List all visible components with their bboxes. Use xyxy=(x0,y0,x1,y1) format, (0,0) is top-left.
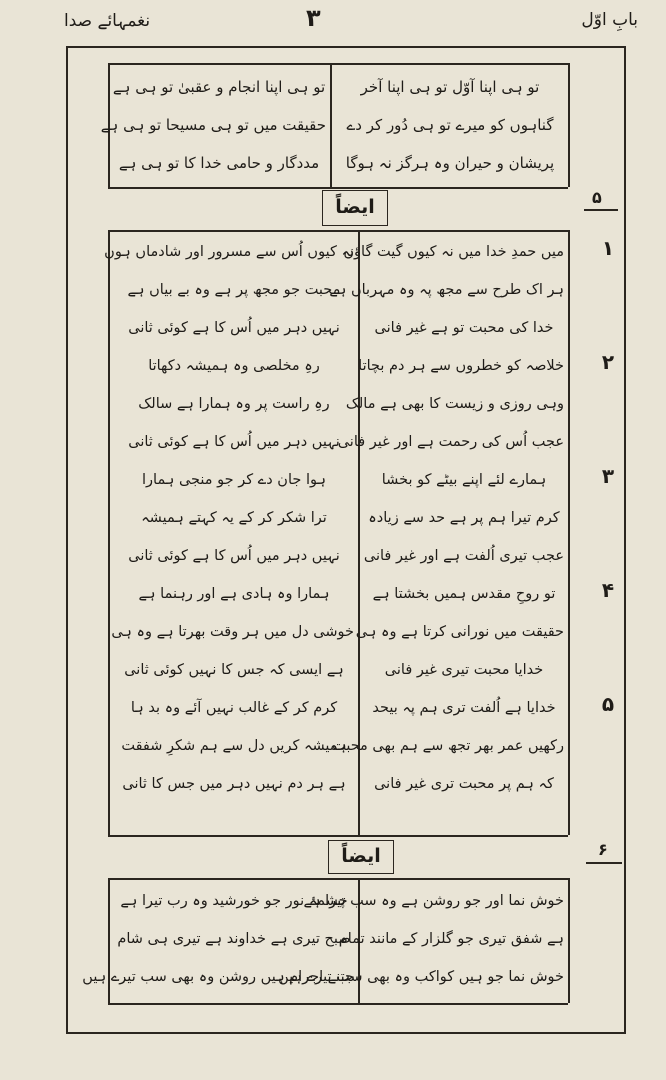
verse-line: گناہوں کو میرے تو ہی دُور کر دے xyxy=(346,116,554,134)
verse-line: خوش نما اور جو روشن ہے وہ سب تیرا ہے xyxy=(303,893,564,909)
verse-line: نہ کیوں اُس سے مسرور اور شادماں ہوں xyxy=(104,244,354,260)
stanza-number-3: ۳ xyxy=(601,464,615,488)
rule-head1-bottom xyxy=(108,230,568,232)
verse-line: خدایا محبت تیری غیر فانی xyxy=(384,662,544,678)
rule-head2-bottom xyxy=(108,878,568,880)
verse-line: خدایا ہے اُلفت تری ہم پہ بیحد xyxy=(372,700,556,716)
stanza-number-2: ۲ xyxy=(601,350,615,374)
sec3-right-column xyxy=(278,882,564,996)
rule-sec2-left xyxy=(108,230,110,835)
margin-underline-1 xyxy=(584,209,618,211)
verse-line: ہے شفق تیری جو گلزار کے مانند تمام xyxy=(338,931,564,947)
rule-sec2-bottom xyxy=(108,835,568,837)
verse-line: ترا شکر کر کے یہ کہتے ہمیشہ xyxy=(141,510,327,526)
verse-line: ہمارا وہ ہادی ہے اور رہنما ہے xyxy=(138,586,330,602)
verse-line: چشمۂ نور جو خورشید وہ رب تیرا ہے xyxy=(120,893,348,909)
verse-line: وہی روزی و زیست کا بھی ہے مالک xyxy=(345,396,564,412)
verse-line: صبح تیری ہے خداوند ہے تیری ہی شام xyxy=(117,931,351,947)
verse-line: خلاصہ کو خطروں سے ہر دم بچاتا xyxy=(358,358,564,374)
verse-line: تو ہی اپنا انجام و عقبیٰ تو ہی ہے xyxy=(112,78,326,96)
verse-line: خوشی دل میں ہر وقت بھرتا ہے وہ ہی xyxy=(111,624,354,640)
chapter-title: بابِ اوّل xyxy=(581,10,638,30)
stanza-number-5: ۵ xyxy=(601,692,615,716)
verse-line: رہِ راست پر وہ ہمارا ہے سالک xyxy=(138,396,330,412)
stanza-number-4: ۴ xyxy=(601,578,615,602)
verse-line: تو ہی اپنا آوّل تو ہی اپنا آخر xyxy=(360,78,540,96)
verse-line: ہے ایسی کہ جس کا نہیں کوئی ثانی xyxy=(124,662,344,678)
section-heading-2: ایضاً xyxy=(341,845,381,867)
rule-sec1-bottom xyxy=(108,187,568,189)
margin-mark-2: ۶ xyxy=(598,840,608,859)
verse-line: رہِ مخلصی وہ ہمیشہ دکھاتا xyxy=(148,358,320,374)
verse-line: تو روحِ مقدس ہمیں بخشتا ہے xyxy=(372,586,556,602)
verse-line: خدا کی محبت تو ہے غیر فانی xyxy=(374,320,554,336)
stanza-number-1: ۱ xyxy=(601,236,615,260)
sec2-right-column xyxy=(329,233,564,803)
verse-line: محبت جو مجھ پر ہے وہ بے بیاں ہے xyxy=(127,282,341,298)
verse-line: کہ ہم پر محبت تری غیر فانی xyxy=(374,776,554,792)
verse-line: نہیں دہر میں اُس کا ہے کوئی ثانی xyxy=(128,434,340,450)
section-heading-1: ایضاً xyxy=(335,196,375,218)
verse-line: نہیں دہر میں اُس کا ہے کوئی ثانی xyxy=(128,548,340,564)
margin-underline-2 xyxy=(586,862,622,864)
verse-line: عجب تیری اُلفت ہے اور غیر فانی xyxy=(363,548,564,564)
verse-line: عجب اُس کی رحمت ہے اور غیر فانی xyxy=(337,434,564,450)
rule-sec3-right xyxy=(568,878,570,1003)
verse-line: ہے ہر دم نہیں دہر میں جس کا ثانی xyxy=(122,776,346,792)
verse-line: مددگار و حامی خدا کا تو ہی ہے xyxy=(118,154,320,172)
verse-line: کرم تیرا ہم پر ہے حد سے زیادہ xyxy=(368,510,560,526)
page-header xyxy=(0,4,666,36)
verse-line: خوش نما جو ہیں کواکب وہ بھی سب تیرے ہیں xyxy=(278,969,564,985)
verse-line: کرم کر کے غالب نہیں آئے وہ بد ہا xyxy=(130,700,338,716)
verse-line: ہوا جان دے کر جو منجی ہمارا xyxy=(142,472,326,488)
rule-sec3-bottom xyxy=(108,1003,568,1005)
sec2-left-column xyxy=(104,233,354,803)
rule-top-verse xyxy=(108,63,568,65)
verse-line: میں حمدِ خدا میں نہ کیوں گیت گاؤں xyxy=(343,244,564,260)
sec1-right-column xyxy=(336,68,564,182)
rule-sec1-right xyxy=(568,63,570,187)
verse-line: ہمارے لئے اپنے بیٹے کو بخشا xyxy=(381,472,547,488)
margin-mark-1: ۵ xyxy=(592,188,602,207)
sec1-left-column xyxy=(100,68,326,182)
page-number: ۳ xyxy=(306,4,321,32)
verse-line: جتنے اجرام ہیں روشن وہ بھی سب تیرے ہیں xyxy=(82,969,354,985)
verse-line: حقیقت میں نورانی کرتا ہے وہ ہی xyxy=(355,624,564,640)
rule-sec2-right xyxy=(568,230,570,835)
verse-line: حقیقت میں تو ہی مسیحا تو ہی ہے xyxy=(100,116,326,134)
verse-line: ہر اک طرح سے مجھ پہ وہ مہرباں ہے xyxy=(329,282,564,298)
book-title: نغمہائے صدا xyxy=(64,11,151,31)
verse-line: پریشان و حیران وہ ہرگز نہ ہوگا xyxy=(345,154,555,172)
rule-center-1 xyxy=(330,63,332,187)
verse-line: رکھیں عمر بھر تجھ سے ہم بھی محبت xyxy=(332,738,564,754)
sec3-left-column xyxy=(82,882,354,996)
verse-line: نہیں دہر میں اُس کا ہے کوئی ثانی xyxy=(128,320,340,336)
verse-line: ہمیشہ کریں دل سے ہم شکرِ شفقت xyxy=(121,738,347,754)
